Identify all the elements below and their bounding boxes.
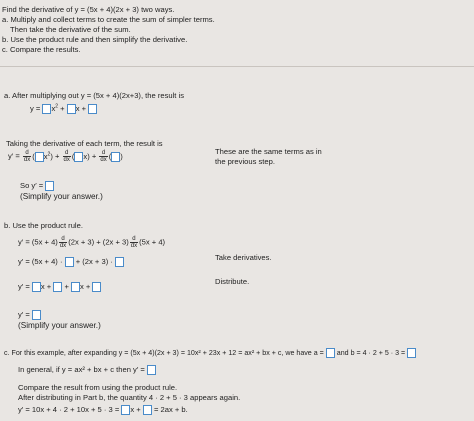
part-a-taking: Taking the derivative of each term, the result is xyxy=(6,139,163,148)
answer-box-c-b[interactable] xyxy=(407,348,416,358)
part-c-line2: In general, if y = ax² + bx + c then y′ = xyxy=(18,365,156,375)
note-same-terms-1: These are the same terms as in xyxy=(215,147,322,156)
problem-line-4: b. Use the product rule and then simplify the derivative. xyxy=(2,35,188,44)
answer-box-b7[interactable] xyxy=(32,310,41,320)
answer-box-c5b[interactable] xyxy=(143,405,152,415)
problem-line-1: Find the derivative of y = (5x + 4)(2x + 3) two ways. xyxy=(2,5,175,14)
answer-box-b6[interactable] xyxy=(92,282,101,292)
answer-box-b1[interactable] xyxy=(65,257,74,267)
answer-box-a-const[interactable] xyxy=(88,104,97,114)
part-b-simplify: (Simplify your answer.) xyxy=(18,321,101,330)
answer-box-b5[interactable] xyxy=(71,282,80,292)
answer-box-b2[interactable] xyxy=(115,257,124,267)
answer-box-a-so[interactable] xyxy=(45,181,54,191)
ddx-1: $\frac{d}{dx}$ xyxy=(23,150,31,163)
part-c-line1: c. For this example, after expanding y = (5x + 4)(2x + 3) = 10x² + 23x + 12 = ax² + bx + c, we have a = and b = 4 · 2 + 5 · 3 = xyxy=(4,348,416,358)
problem-line-5: c. Compare the results. xyxy=(2,45,81,54)
part-a-expanded-eq: $y = x^2 + x$ + xyxy=(30,104,97,114)
ddx-b2: $\frac{d}{dx}$ xyxy=(130,236,138,249)
note-take-derivatives: Take derivatives. xyxy=(215,253,272,262)
eq-lhs: y = xyxy=(30,104,41,113)
part-b-line1: y′ = (5x + 4) $\frac{d}{dx}$ (2x + 3) + (2x + 3) $\frac{d}{dx}$ (5x + 4) xyxy=(18,236,166,249)
problem-line-3: Then take the derivative of the sum. xyxy=(10,25,131,34)
answer-box-b3[interactable] xyxy=(32,282,41,292)
divider xyxy=(0,66,474,67)
ddx-b1: $\frac{d}{dx}$ xyxy=(59,236,67,249)
answer-box-a-d3[interactable] xyxy=(111,152,120,162)
part-b-intro: b. Use the product rule. xyxy=(4,221,83,230)
answer-box-a-coef1[interactable] xyxy=(42,104,51,114)
part-a-so: So y′ = xyxy=(20,181,54,191)
note-same-terms-2: the previous step. xyxy=(215,157,275,166)
part-c-line5: y′ = 10x + 4 · 2 + 10x + 5 · 3 = x + = 2ax + b. xyxy=(18,405,188,414)
part-c-line3: Compare the result from using the product rule. xyxy=(18,383,178,392)
part-c-line4: After distributing in Part b, the quantity 4 · 2 + 5 · 3 appears again. xyxy=(18,393,241,402)
answer-box-c5a[interactable] xyxy=(121,405,130,415)
part-a-derivative-eq: y′ = $\frac{d}{dx}$ ( $x^2$) + $\frac{d}{dx}$ ( x) + $\frac{d}{dx}$ ( ) xyxy=(8,150,123,163)
answer-box-b4[interactable] xyxy=(53,282,62,292)
part-b-line4: y′ = xyxy=(18,310,41,320)
note-distribute: Distribute. xyxy=(215,277,250,286)
answer-box-a-coef2[interactable] xyxy=(67,104,76,114)
answer-box-a-d2[interactable] xyxy=(74,152,83,162)
answer-box-c-general[interactable] xyxy=(147,365,156,375)
part-b-line3: y′ = x + + x + xyxy=(18,282,101,292)
answer-box-c-a[interactable] xyxy=(326,348,335,358)
ddx-3: $\frac{d}{dx}$ xyxy=(100,150,107,163)
answer-box-a-d1[interactable] xyxy=(35,152,44,162)
part-a-intro: a. After multiplying out y = (5x + 4)(2x+3), the result is xyxy=(4,91,185,100)
part-a-simplify: (Simplify your answer.) xyxy=(20,192,103,201)
part-b-line2: y′ = (5x + 4) · + (2x + 3) · xyxy=(18,257,124,267)
problem-line-2: a. Multiply and collect terms to create the sum of simpler terms. xyxy=(2,15,215,24)
ddx-2: $\frac{d}{dx}$ xyxy=(63,150,70,163)
